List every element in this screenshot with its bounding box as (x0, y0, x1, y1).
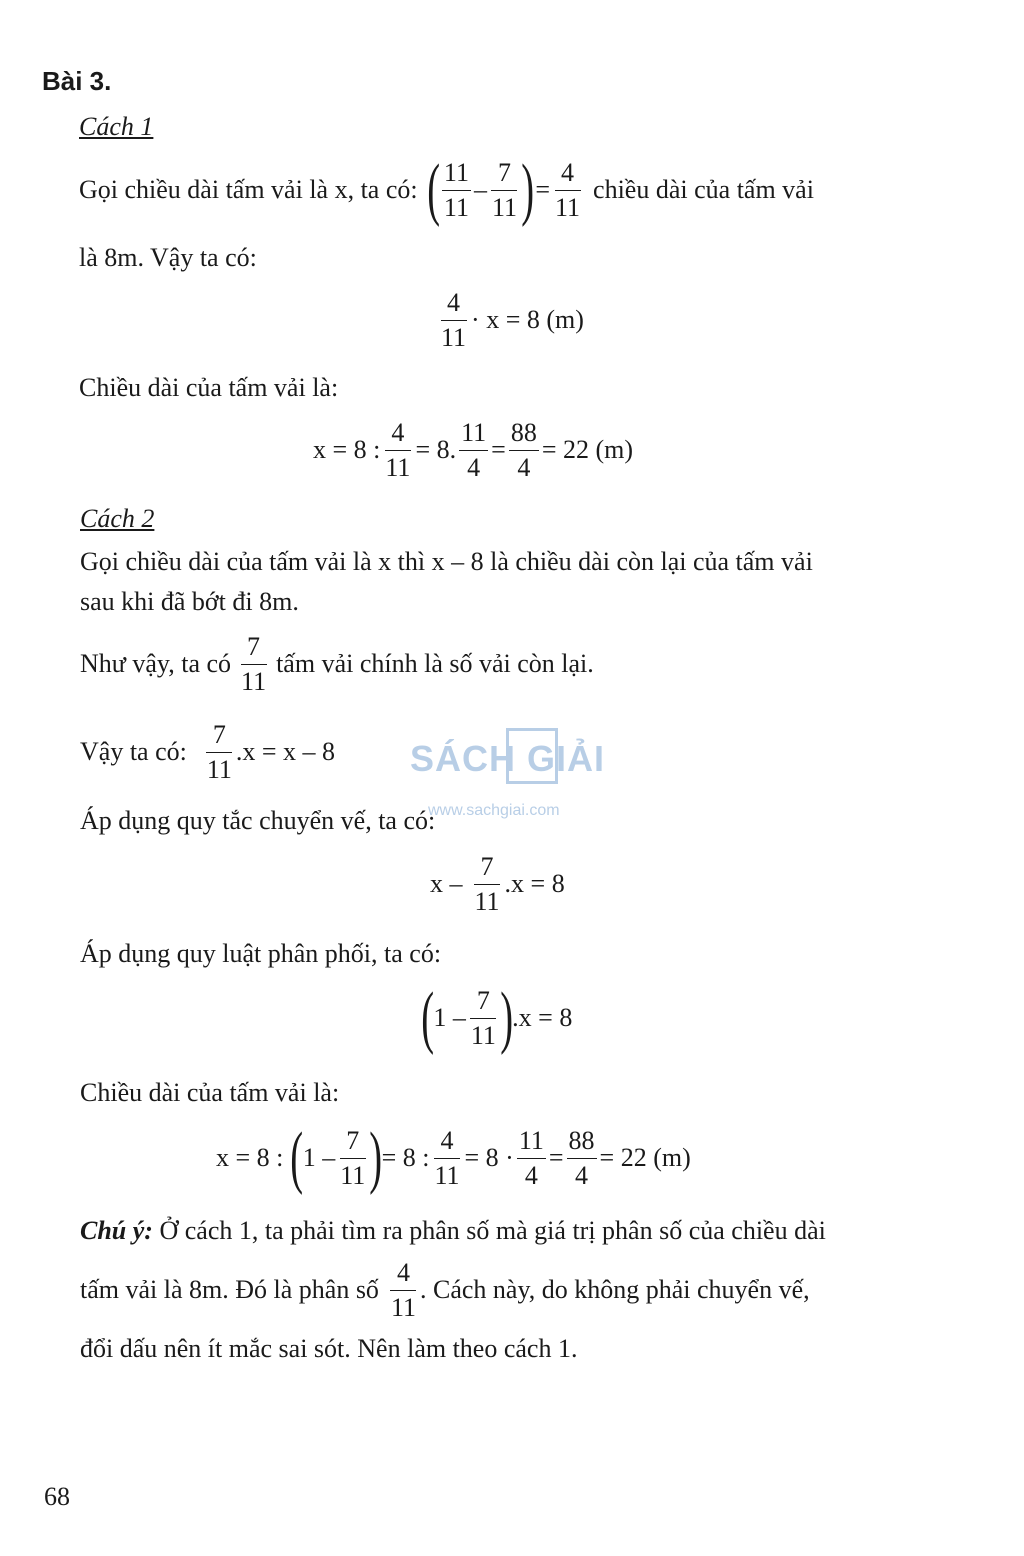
fraction-7-11: $\frac{7}{11}$ (340, 1125, 366, 1190)
equation-3-start: x – (430, 869, 463, 898)
method1-intro-after: chiều dài của tấm vải (593, 175, 814, 204)
method2-heading: Cách 2 (80, 504, 155, 533)
page-number: 68 (44, 1482, 70, 1511)
note-line1 (80, 1216, 826, 1246)
note-line2-after: . Cách này, do không phải chuyển vế, (419, 1275, 810, 1304)
left-paren: ( (290, 1119, 304, 1196)
equation-2 (313, 414, 633, 486)
fraction-4-11: $\frac{4}{11}$ (390, 1257, 416, 1322)
method2-para2 (80, 628, 594, 700)
equals-sign: = (535, 175, 550, 204)
equation-4-end: .x = 8 (512, 1003, 573, 1032)
fraction-7-11: $\frac{7}{11}$ (474, 851, 500, 916)
right-paren: ) (500, 979, 513, 1056)
watermark-url: www.sachgiai.com (428, 802, 560, 819)
equation-5-mid2: = 8 · (464, 1143, 514, 1172)
fraction-7-11: $\frac{7}{11}$ (241, 631, 267, 696)
fraction-11-11: $\frac{11}{11}$ (443, 157, 469, 222)
fraction-88-4: $\frac{88}{4}$ (510, 417, 537, 482)
equation-4 (422, 980, 572, 1056)
fraction-7-11: $\frac{7}{11}$ (206, 719, 232, 784)
equation-1 (436, 284, 584, 356)
equation-2-start: x = 8 : (313, 435, 381, 464)
method1-length-label: Chiều dài của tấm vải là: (79, 373, 339, 402)
fraction-11-4: $\frac{11}{4}$ (461, 417, 487, 482)
left-paren: ( (421, 979, 435, 1056)
equation-5-one: 1 – (302, 1143, 336, 1172)
equation-4-one: 1 – (433, 1003, 466, 1032)
fraction-7-11: $\frac{7}{11}$ (470, 985, 496, 1050)
method2-para3 (80, 716, 335, 788)
method2-para3-before: Vậy ta có: (80, 737, 187, 766)
method1-intro-text: Gọi chiều dài tấm vải là x, ta có: (79, 175, 418, 204)
fraction-88-4: $\frac{88}{4}$ (568, 1125, 595, 1190)
method1-intro-line2: là 8m. Vậy ta có: (79, 243, 257, 272)
equation-3 (430, 848, 565, 920)
watermark-brand: SÁCH GIẢI (410, 738, 606, 779)
note-line2 (80, 1254, 810, 1326)
equation-5-start: x = 8 : (216, 1143, 284, 1172)
fraction-7-11: $\frac{7}{11}$ (491, 157, 518, 222)
equation-1-rest: · x = 8 (m) (471, 305, 584, 334)
left-paren: ( (426, 151, 440, 228)
note-line2-before: tấm vải là 8m. Đó là phân số (80, 1275, 379, 1304)
equation-5 (216, 1120, 691, 1196)
equation-3-end: .x = 8 (504, 869, 565, 898)
method2-para3-after: .x = x – 8 (235, 737, 336, 766)
equation-2-end: = 22 (m) (541, 435, 634, 464)
equation-5-end: = 22 (m) (599, 1143, 691, 1172)
watermark (410, 728, 615, 828)
fraction-4-11: $\frac{4}{11}$ (555, 157, 581, 222)
method2-para2-before: Như vậy, ta có (80, 649, 232, 678)
note-line3: đổi dấu nên ít mắc sai sót. Nên làm theo cách 1. (80, 1334, 578, 1363)
equation-5-mid1: = 8 : (381, 1143, 430, 1172)
fraction-4-11: $\frac{4}{11}$ (441, 287, 467, 352)
method2-para2-after: tấm vải chính là số vải còn lại. (276, 649, 594, 678)
method2-para1-line1: Gọi chiều dài của tấm vải là x thì x – 8 là chiều dài còn lại của tấm vải (80, 547, 813, 576)
minus-sign: – (473, 175, 487, 204)
equation-2-mid2: = (491, 435, 506, 464)
right-paren: ) (521, 151, 535, 228)
fraction-4-11: $\frac{4}{11}$ (385, 417, 411, 482)
note-label: Chú ý: (80, 1216, 153, 1245)
method1-heading: Cách 1 (79, 112, 154, 141)
fraction-4-11: $\frac{4}{11}$ (434, 1125, 460, 1190)
note-line1-text: Ở cách 1, ta phải tìm ra phân số mà giá trị phân số của chiều dài (159, 1216, 826, 1245)
equation-5-mid3: = (548, 1143, 564, 1172)
method2-para1-line2: sau khi đã bớt đi 8m. (80, 587, 299, 616)
method2-para5: Áp dụng quy luật phân phối, ta có: (80, 939, 442, 968)
method1-intro (79, 152, 814, 228)
exercise-title: Bài 3. (42, 66, 112, 96)
fraction-11-4: $\frac{11}{4}$ (518, 1125, 544, 1190)
right-paren: ) (369, 1119, 383, 1196)
method2-para4: Áp dụng quy tắc chuyển vế, ta có: (80, 806, 436, 835)
equation-2-mid1: = 8. (415, 435, 457, 464)
method2-length-label: Chiều dài của tấm vải là: (80, 1078, 340, 1107)
